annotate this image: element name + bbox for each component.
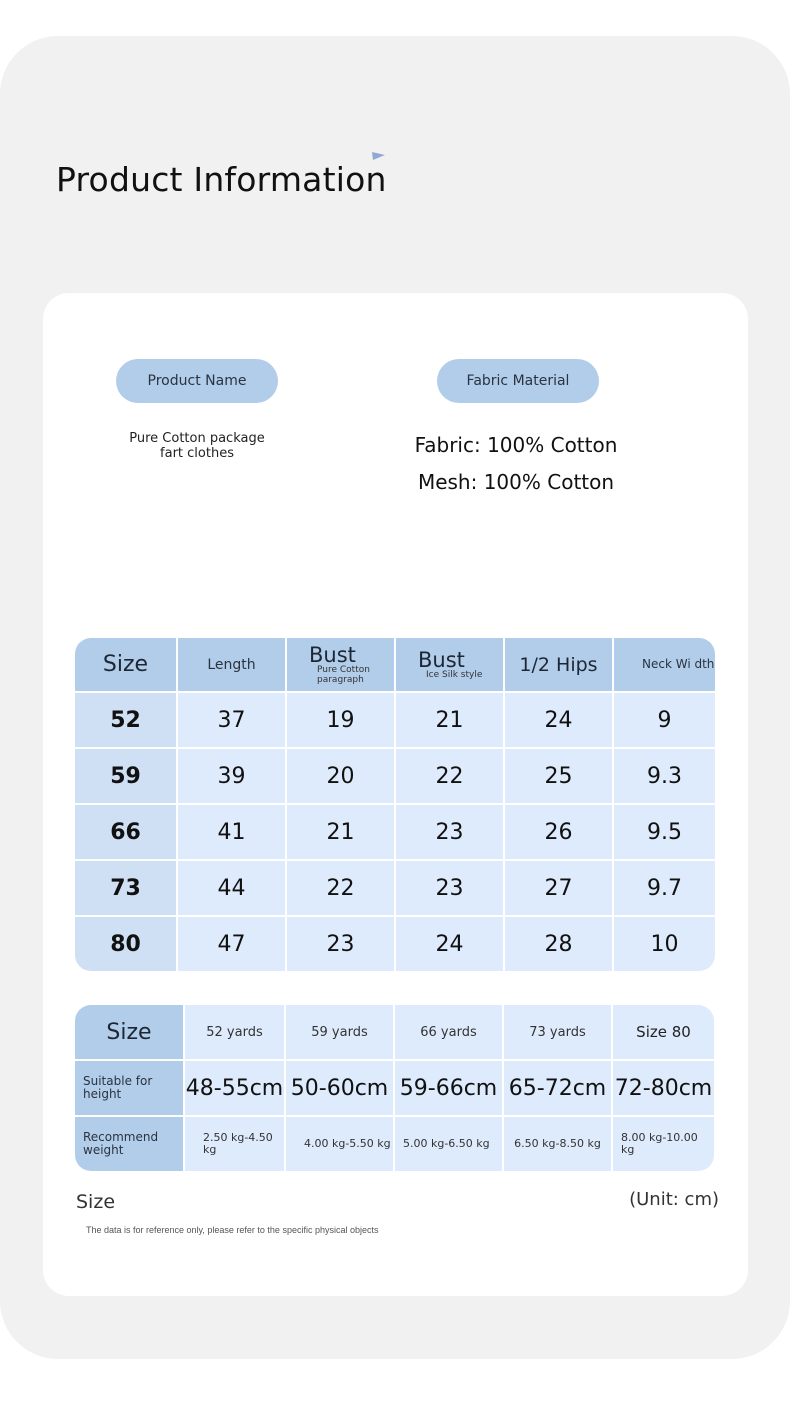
bust-icesilk-cell: 22: [396, 749, 503, 803]
mesh-composition: Mesh: 100% Cotton: [417, 470, 615, 494]
height-cell: 50-60cm: [286, 1061, 393, 1115]
bust-icesilk-cell: 23: [396, 805, 503, 859]
height-row: [75, 1061, 714, 1115]
product-name-label: Product Name: [116, 359, 278, 403]
weight-row: [75, 1117, 714, 1171]
weight-cell: 8.00 kg-10.00 kg: [613, 1117, 714, 1171]
header-neck-width: Neck Wi dth: [614, 638, 715, 691]
size-cell: 52: [75, 693, 176, 747]
bust-icesilk-cell: 21: [396, 693, 503, 747]
length-cell: 41: [178, 805, 285, 859]
fabric-material-label: Fabric Material: [437, 359, 599, 403]
neck-cell: 9: [614, 693, 715, 747]
length-cell: 47: [178, 917, 285, 971]
fit-column-59: 59 yards: [286, 1005, 393, 1059]
footer-size-label: Size: [76, 1191, 116, 1213]
size-cell: 73: [75, 861, 176, 915]
fit-column-66: 66 yards: [395, 1005, 502, 1059]
length-cell: 39: [178, 749, 285, 803]
table-row: [75, 861, 715, 915]
header-bust-icesilk-sub: Ice Silk style: [426, 669, 483, 680]
header-bust-icesilk-label: Bust: [418, 647, 465, 672]
size-cell: 59: [75, 749, 176, 803]
page-title: Product Information: [56, 160, 387, 199]
fit-guide-table: [73, 1003, 716, 1173]
bust-cotton-cell: 19: [287, 693, 394, 747]
size-chart-header-row: [75, 638, 715, 691]
fit-column-52: 52 yards: [185, 1005, 284, 1059]
header-bust-cotton-sub: Pure Cotton paragraph: [317, 664, 370, 685]
hips-cell: 28: [505, 917, 612, 971]
fit-column-80: Size 80: [613, 1005, 714, 1059]
neck-cell: 10: [614, 917, 715, 971]
fit-column-73: 73 yards: [504, 1005, 611, 1059]
height-cell: 59-66cm: [395, 1061, 502, 1115]
hips-cell: 24: [505, 693, 612, 747]
table-row: [75, 805, 715, 859]
hips-cell: 25: [505, 749, 612, 803]
header-length: Length: [178, 638, 285, 691]
footer-unit-label: (Unit: cm): [629, 1189, 719, 1210]
weight-cell: 4.00 kg-5.50 kg: [286, 1117, 393, 1171]
header-size: Size: [75, 638, 176, 691]
header-bust-icesilk: [396, 638, 503, 691]
header-bust-cotton: [287, 638, 394, 691]
table-row: [75, 693, 715, 747]
height-cell: 65-72cm: [504, 1061, 611, 1115]
size-cell: 80: [75, 917, 176, 971]
size-chart-table: [73, 636, 717, 973]
hips-cell: 27: [505, 861, 612, 915]
bust-cotton-cell: 23: [287, 917, 394, 971]
fabric-composition: Fabric: 100% Cotton: [414, 433, 618, 457]
weight-cell: 2.50 kg-4.50 kg: [185, 1117, 284, 1171]
fit-header-row: [75, 1005, 714, 1059]
bust-cotton-cell: 20: [287, 749, 394, 803]
neck-cell: 9.5: [614, 805, 715, 859]
bust-icesilk-cell: 24: [396, 917, 503, 971]
header-bust-cotton-label: Bust: [309, 642, 356, 667]
bust-cotton-cell: 22: [287, 861, 394, 915]
weight-cell: 5.00 kg-6.50 kg: [395, 1117, 502, 1171]
height-cell: 48-55cm: [185, 1061, 284, 1115]
header-hips: 1/2 Hips: [505, 638, 612, 691]
hips-cell: 26: [505, 805, 612, 859]
size-cell: 66: [75, 805, 176, 859]
weight-cell: 6.50 kg-8.50 kg: [504, 1117, 611, 1171]
table-row: [75, 917, 715, 971]
neck-cell: 9.3: [614, 749, 715, 803]
bust-icesilk-cell: 23: [396, 861, 503, 915]
weight-row-label: Recommend weight: [75, 1117, 183, 1171]
footer-disclaimer: The data is for reference only, please refer to the specific physical objects: [86, 1225, 379, 1235]
decorative-flag-icon: [372, 152, 385, 160]
length-cell: 44: [178, 861, 285, 915]
fit-header-size: Size: [75, 1005, 183, 1059]
product-name-value: Pure Cotton package fart clothes: [129, 431, 265, 461]
height-row-label: Suitable for height: [75, 1061, 183, 1115]
neck-cell: 9.7: [614, 861, 715, 915]
height-cell: 72-80cm: [613, 1061, 714, 1115]
bust-cotton-cell: 21: [287, 805, 394, 859]
table-row: [75, 749, 715, 803]
length-cell: 37: [178, 693, 285, 747]
